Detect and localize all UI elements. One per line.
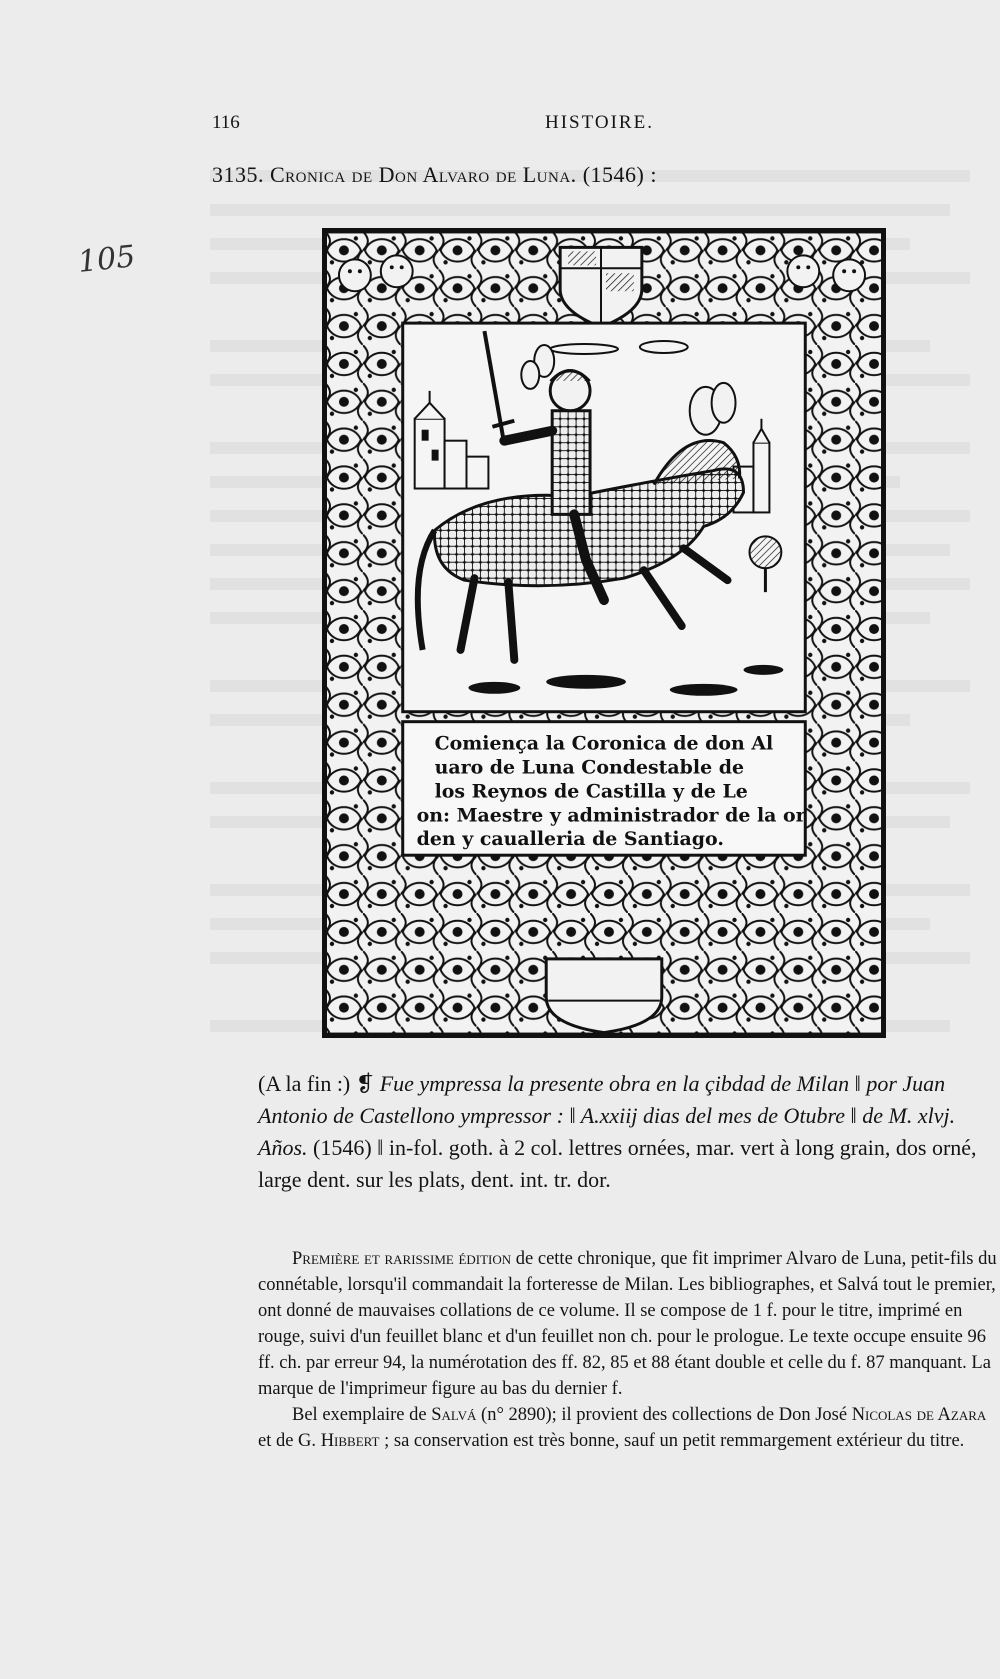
entry-title-date: (1546) : — [576, 162, 657, 187]
entry-title-text: Cronica de Don Alvaro de Luna. — [270, 162, 577, 187]
notes-p2-text-c: et de G. — [258, 1431, 321, 1451]
title-block — [403, 722, 807, 856]
name-hibbert: Hibbert — [320, 1431, 380, 1451]
bibliographic-notes — [258, 1246, 998, 1454]
name-azara: Nicolas de Azara — [851, 1405, 987, 1425]
notes-p2-text-b: (n° 2890); il provient des collections de Don José — [476, 1405, 852, 1425]
page-number: 116 — [212, 112, 240, 133]
colophon-description — [258, 1068, 998, 1196]
notes-p1-text: de cette chronique, que fit imprimer Alvaro de Luna, petit-fils du connétable, lorsqu'il commandait la forteresse de Milan. Les bibliographes, et Salvá tout le premier, ont donné de mauvaises collations de ce volume. Il se compose de 1 f. pour le titre, imprimé en rouge, suivi d'un feuillet blanc et d'un feuillet non ch. pour le prologue. Le texte occupe ensuite 96 ff. ch. par erreur 94, la numérotation des ff. 82, 85 et 88 étant double et celle du f. 87 manquant. La marque de l'imprimeur figure au bas du dernier f. — [258, 1249, 997, 1399]
woodcut-title-line-1: Comiença la Coronica de don Al — [434, 732, 774, 755]
crest-shield-bottom — [546, 959, 662, 1033]
notes-paragraph-2 — [258, 1402, 998, 1454]
colophon-intro: (A la fin :) — [258, 1071, 356, 1096]
notes-lead-in: Première et rarissime édition — [292, 1249, 512, 1269]
woodcut-scene — [403, 323, 806, 712]
notes-p2-text-d: ; sa conservation est très bonne, sauf un petit remmargement extérieur du titre. — [379, 1431, 965, 1451]
handwritten-margin-note: 105 — [76, 239, 137, 280]
entry-number: 3135. — [212, 162, 264, 187]
notes-paragraph-1 — [258, 1246, 998, 1402]
pilcrow-marker: ❡ — [355, 1071, 375, 1096]
woodcut-title-line-4: on: Maestre y administrador de la or — [416, 804, 806, 827]
woodcut-title-line-2: uaro de Luna Condestable de — [434, 756, 745, 779]
colophon-quoted-text: Fue ympressa la presente obra en la çibdad de Milan ‖ por Juan Antonio de Castellono ympressor : ‖ A.xxiij dias del mes de Otubre ‖ de M. xlvj. Años. — [258, 1071, 956, 1160]
entry-heading — [212, 162, 657, 188]
woodcut-title-line-3: los Reynos de Castilla y de Le — [434, 780, 748, 803]
colophon-binding-details: (1546) ‖ in-fol. goth. à 2 col. lettres ornées, mar. vert à long grain, dos orné, large dent. sur les plats, dent. int. tr. dor. — [258, 1135, 977, 1192]
woodcut-title-line-5: den y caualleria de Santiago. — [416, 828, 724, 851]
notes-p2-text-a: Bel exemplaire de — [292, 1405, 432, 1425]
running-head: HISTOIRE. — [545, 112, 654, 133]
name-salva: Salvá — [431, 1405, 477, 1425]
woodcut-illustration — [322, 228, 886, 1038]
